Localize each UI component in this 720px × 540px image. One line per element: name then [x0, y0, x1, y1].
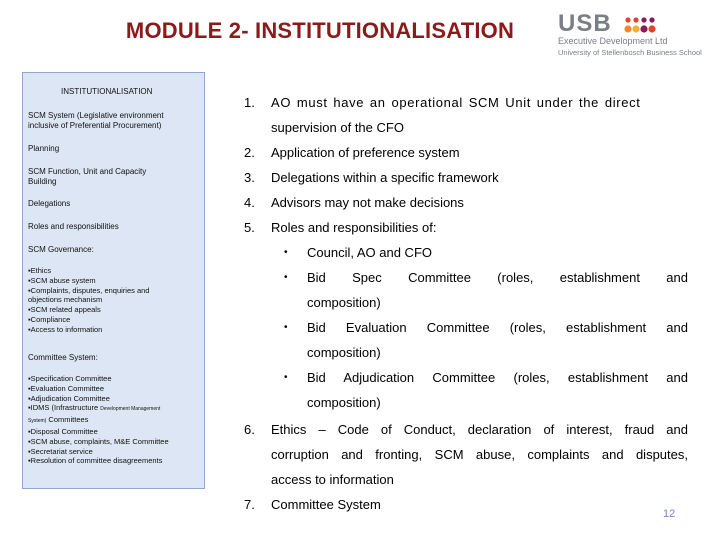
item-text: Committee System [271, 497, 381, 512]
sub-item-text: Bid Adjudication Committee (roles, establishment and [307, 370, 688, 385]
bullet-glyph: • [284, 272, 288, 283]
sidebar-committee-system: Committee System: [28, 353, 98, 362]
item-number: 6. [244, 422, 255, 437]
committee-item: ▪Resolution of committee disagreements [28, 456, 163, 466]
logo-line-1: Executive Development Ltd [558, 36, 668, 46]
committee-item-idms-1 [28, 403, 169, 415]
logo-line-2: University of Stellenbosch Business School [558, 48, 702, 57]
item-text: Delegations within a specific framework [271, 170, 499, 185]
sidebar-roles: Roles and responsibilities [28, 222, 119, 231]
item-number: 5. [244, 220, 255, 235]
governance-item: ▪Ethics [28, 266, 52, 275]
governance-item: ▪Complaints, disputes, enquiries and [28, 285, 150, 295]
sidebar-governance-list [28, 266, 149, 335]
usb-logo [556, 10, 706, 58]
logo-people-icon [622, 16, 672, 38]
sidebar-panel [22, 72, 205, 489]
bullet-glyph: • [284, 322, 288, 333]
item-text: AO must have an operational SCM Unit under the direct [271, 95, 641, 110]
committee-item: ▪Adjudication Committee [28, 393, 110, 403]
page-number: 12 [663, 508, 676, 520]
bullet-glyph: • [284, 247, 288, 258]
item-number: 1. [244, 95, 255, 110]
logo-brand: USB [558, 10, 612, 37]
committee-item: ▪Secretariat service [28, 446, 93, 456]
item-number: 7. [244, 497, 255, 512]
bullet-glyph: • [284, 372, 288, 383]
committee-item-idms-2 [28, 415, 169, 427]
item-number: 2. [244, 145, 255, 160]
sidebar-scm-system-2: inclusive of Preferential Procurement) [28, 121, 162, 130]
item-number: 3. [244, 170, 255, 185]
idms-small-text-2: System) [28, 418, 47, 425]
item-number: 4. [244, 195, 255, 210]
sub-item-text: composition) [307, 295, 381, 310]
sidebar-delegations: Delegations [28, 199, 71, 208]
slide-title: MODULE 2- INSTITUTIONALISATION [125, 18, 515, 43]
committee-item: ▪SCM abuse, complaints, M&E Committee [28, 436, 169, 446]
sidebar-heading: INSTITUTIONALISATION [61, 87, 153, 96]
item-text: access to information [271, 472, 394, 487]
sub-item-text: composition) [307, 345, 381, 360]
sub-item-text: Bid Evaluation Committee (roles, establishment and [307, 320, 688, 335]
idms-committees: Committees [46, 415, 89, 425]
governance-item: ▪Access to information [28, 324, 103, 334]
idms-label: ▪IDMS (Infrastructure [28, 403, 101, 413]
sidebar-scm-function-1: SCM Function, Unit and Capacity [28, 167, 147, 176]
item-text: Application of preference system [271, 145, 460, 160]
committee-item: ▪Disposal Committee [28, 426, 98, 436]
sidebar-scm-system-1: SCM System (Legislative environment [28, 111, 164, 120]
sidebar-governance: SCM Governance: [28, 245, 94, 254]
governance-item: ▪Compliance [28, 314, 71, 324]
item-text: Advisors may not make decisions [271, 195, 464, 210]
governance-item: ▪SCM abuse system [28, 275, 96, 285]
committee-item: ▪Specification Committee [28, 374, 112, 383]
committee-item: ▪Evaluation Committee [28, 383, 105, 393]
sidebar-scm-function-2: Building [28, 177, 57, 186]
sub-item-text: Council, AO and CFO [307, 245, 432, 260]
governance-item: ▪SCM related appeals [28, 305, 101, 315]
sub-item-text: composition) [307, 395, 381, 410]
item-text: Ethics – Code of Conduct, declaration of interest, fraud and [271, 422, 688, 437]
sidebar-committee-list [28, 374, 169, 466]
item-text: Roles and responsibilities of: [271, 220, 437, 235]
sub-item-text: Bid Spec Committee (roles, establishment and [307, 270, 688, 285]
sidebar-planning: Planning [28, 144, 60, 153]
idms-small-text: Development Management [100, 406, 161, 413]
item-text: corruption and fronting, SCM abuse, complaints and disputes, [271, 447, 688, 462]
item-text: supervision of the CFO [271, 120, 404, 135]
governance-item: objections mechanism [28, 295, 103, 305]
